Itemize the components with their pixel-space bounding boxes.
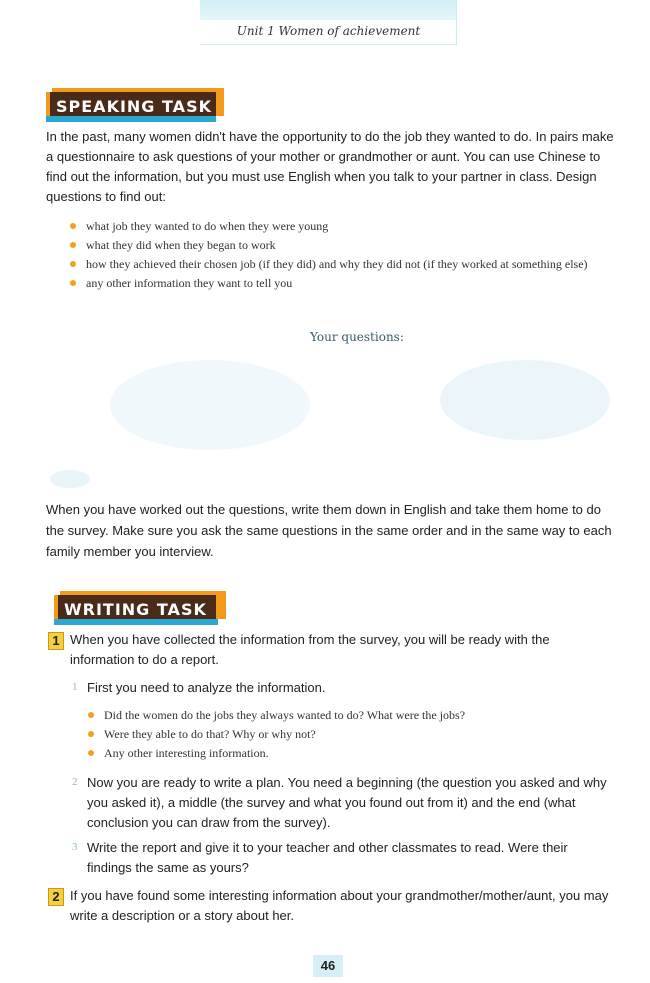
list-item: Any other interesting information. bbox=[86, 744, 606, 763]
speaking-after: When you have worked out the questions, write them down in English and take them home to do the survey. Make sure you ask the same questions in the same order and in the same way to each family member you interview. bbox=[46, 502, 612, 559]
writing-task-title: WRITING TASK bbox=[64, 600, 207, 619]
header-decoration bbox=[200, 0, 457, 20]
list-item: Were they able to do that? Why or why not? bbox=[86, 725, 606, 744]
step-1-text: First you need to analyze the information. bbox=[87, 680, 326, 695]
list-item: Did the women do the jobs they always wanted to do? What were the jobs? bbox=[86, 706, 606, 725]
speaking-task-title: SPEAKING TASK bbox=[56, 97, 212, 116]
step-number: 3 bbox=[72, 841, 78, 853]
step-2-text: Now you are ready to write a plan. You need a beginning (the question you asked and why you asked it), a middle (the survey and what you found out from it) and the end (what conclusion you can draw from the survey). bbox=[87, 775, 607, 830]
bullet-icon bbox=[88, 712, 94, 718]
list-item: what they did when they began to work bbox=[68, 236, 618, 255]
bullet-icon bbox=[88, 750, 94, 756]
list-item: any other information they want to tell you bbox=[68, 274, 618, 293]
item-number-badge: 1 bbox=[48, 632, 64, 650]
unit-title: Unit 1 Women of achievement bbox=[236, 24, 421, 38]
step-number: 2 bbox=[72, 776, 78, 788]
cloud-decoration bbox=[50, 470, 90, 488]
bullet-icon bbox=[88, 731, 94, 737]
speaking-intro: In the past, many women didn't have the opportunity to do the job they wanted to do. In pairs make a questionnaire to ask questions of your mother or grandmother or aunt. You can use Chinese to find out the information, but you must use English when you talk to your partner in class. Design questions to find out: bbox=[46, 129, 614, 204]
list-item: how they achieved their chosen job (if they did) and why they did not (if they worked at something else) bbox=[68, 255, 618, 274]
your-questions-label: Your questions: bbox=[310, 330, 404, 344]
list-item: what job they wanted to do when they were young bbox=[68, 217, 618, 236]
cloud-decoration bbox=[440, 360, 610, 440]
bullet-icon bbox=[70, 242, 76, 248]
bullet-icon bbox=[70, 261, 76, 267]
step-3-text: Write the report and give it to your teacher and other classmates to read. Were their findings the same as yours? bbox=[87, 840, 568, 875]
bullet-icon bbox=[70, 280, 76, 286]
header-rule bbox=[200, 44, 457, 45]
item-number-badge: 2 bbox=[48, 888, 64, 906]
page-number: 46 bbox=[313, 955, 343, 977]
writing-item-2-text: If you have found some interesting information about your grandmother/mother/aunt, you may write a description or a story about her. bbox=[70, 888, 609, 923]
cloud-decoration bbox=[110, 360, 310, 450]
speaking-bullet-list bbox=[68, 217, 618, 293]
bullet-icon bbox=[70, 223, 76, 229]
analysis-bullet-list bbox=[86, 706, 606, 763]
step-number: 1 bbox=[72, 681, 78, 693]
writing-item-1-text: When you have collected the information from the survey, you will be ready with the information to do a report. bbox=[70, 632, 550, 667]
